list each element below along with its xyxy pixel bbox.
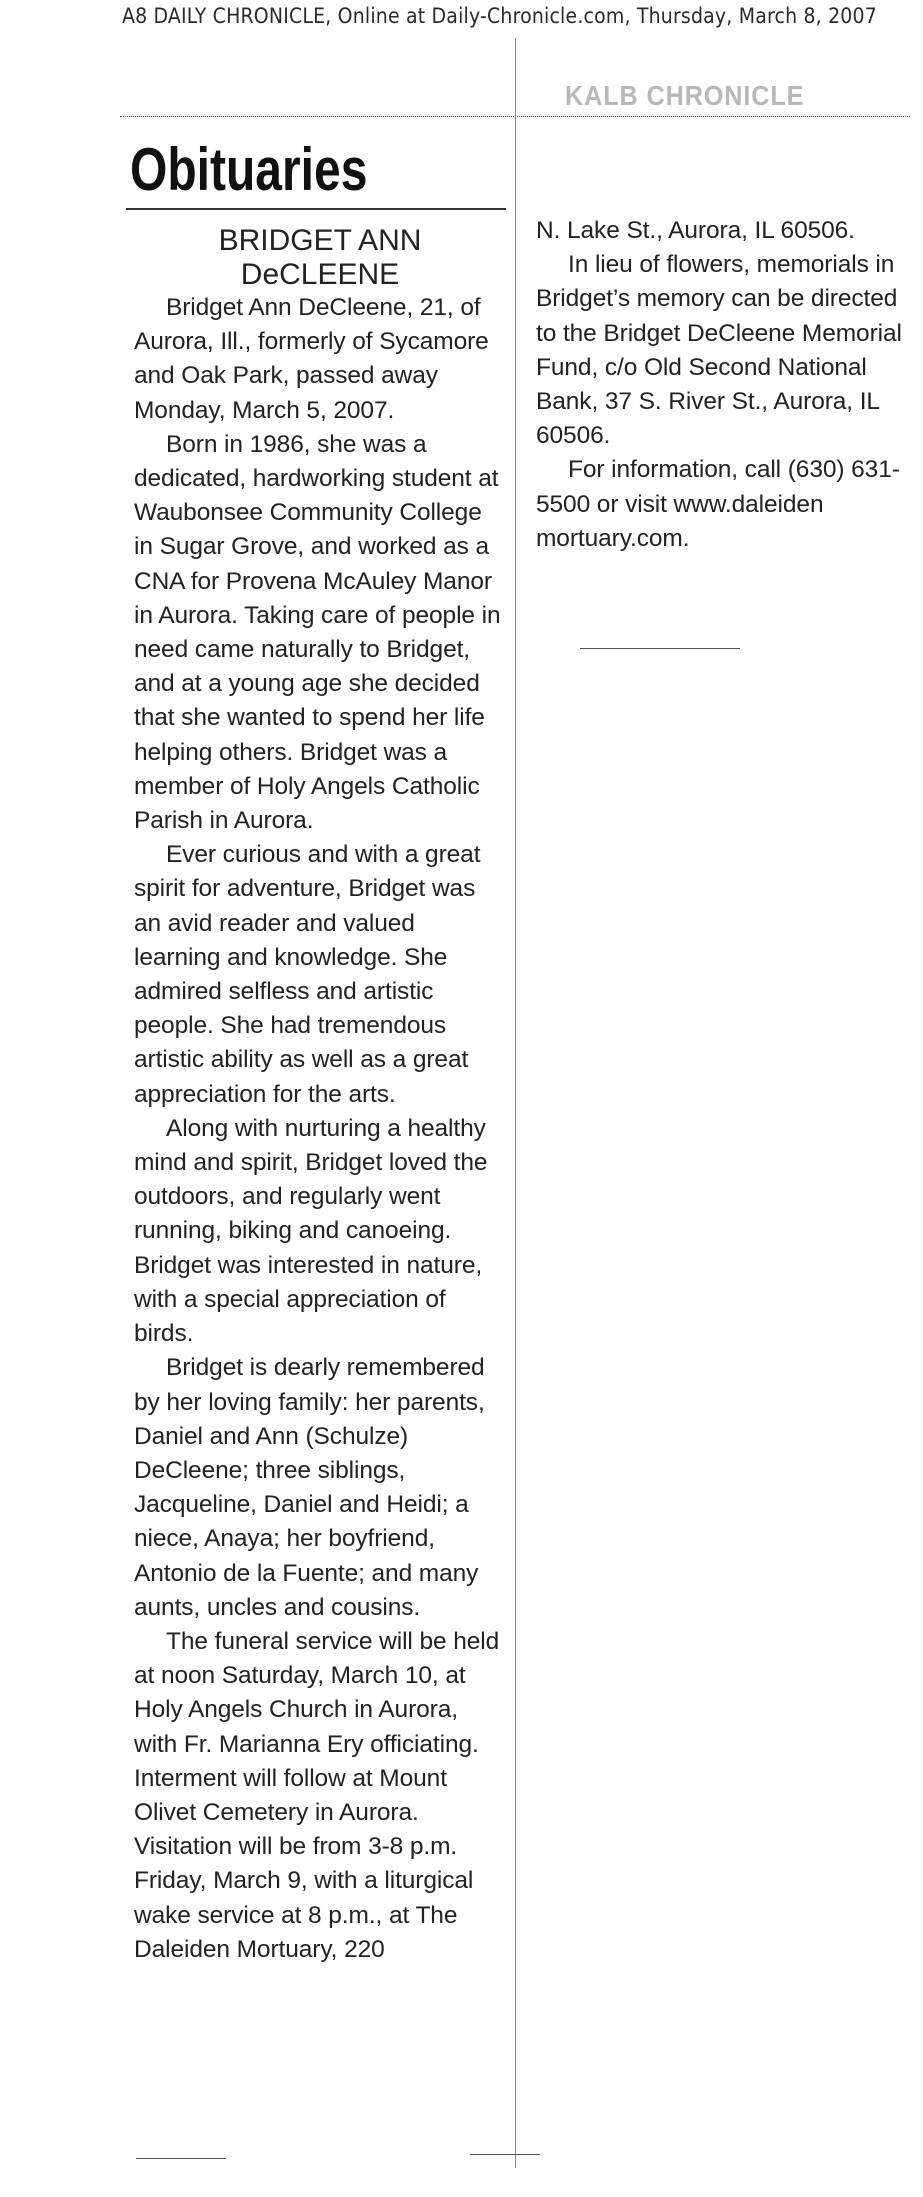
paragraph: Born in 1986, she was a dedicated, hardworking student at Waubonsee Community College in Sugar Grove, and worked as a CNA for Provena McAuley Manor in Aurora. Taking care of people in need came naturally to Bridget, and at a young age she decided that she wanted to spend her life helping others. Bridget was a member of Holy Angels Catholic Parish in Aurora. [134, 430, 501, 835]
paragraph: Ever curious and with a great spirit for adventure, Bridget was an avid reader and valued learning and knowledge. She admired selfless and artistic people. She had tremendous artistic ability as well as a great appreciation for the arts. [134, 841, 481, 1108]
masthead-logo: KALB CHRONICLE [565, 80, 805, 111]
headline-line-2: DeCLEENE [240, 258, 400, 291]
left-column [134, 291, 506, 1967]
title-rule [126, 208, 506, 210]
bottom-rule-right [470, 2154, 540, 2155]
paragraph: For information, call (630) 631-5500 or visit www.daleiden mortuary.com. [536, 456, 900, 552]
bottom-rule-left [136, 2158, 226, 2159]
section-title: Obituaries [130, 136, 368, 203]
obituary-headline [135, 224, 505, 292]
paragraph: Bridget Ann DeCleene, 21, of Aurora, Ill., formerly of Sycamore and Oak Park, passed away Monday, March 5, 2007. [134, 294, 489, 424]
column-divider [515, 38, 516, 2168]
paragraph: The funeral service will be held at noon Saturday, March 10, at Holy Angels Church in Aurora, with Fr. Marianna Ery officiating. Interment will follow at Mount Olivet Cemetery in Aurora. Visitation will be from 3-8 p.m. Friday, March 9, with a liturgical wake service at 8 p.m., at The Daleiden Mortuary, 220 [134, 1627, 500, 1963]
paragraph: Bridget is dearly remembered by her loving family: her parents, Daniel and Ann (Schulze) DeCleene; three siblings, Jacqueline, Daniel and Heidi; a niece, Anaya; her boyfriend, Antonio de la Fuente; and many aunts, uncles and cousins. [134, 1354, 485, 1621]
end-rule [580, 648, 740, 649]
page-header: A8 DAILY CHRONICLE, Online at Daily-Chronicle.com, Thursday, March 8, 2007 [122, 4, 877, 28]
headline-line-1: BRIDGET ANN [218, 224, 422, 257]
paragraph: N. Lake St., Aurora, IL 60506. [536, 217, 855, 244]
paragraph: In lieu of flowers, memorials in Bridget’s memory can be directed to the Bridget DeCleene Memorial Fund, c/o Old Second National Bank, 37 S. River St., Aurora, IL 60506. [536, 251, 902, 450]
right-column [536, 214, 916, 556]
paragraph: Along with nurturing a healthy mind and spirit, Bridget loved the outdoors, and regularly went running, biking and canoeing. Bridget was interested in nature, with a special appreciation of birds. [134, 1114, 488, 1348]
